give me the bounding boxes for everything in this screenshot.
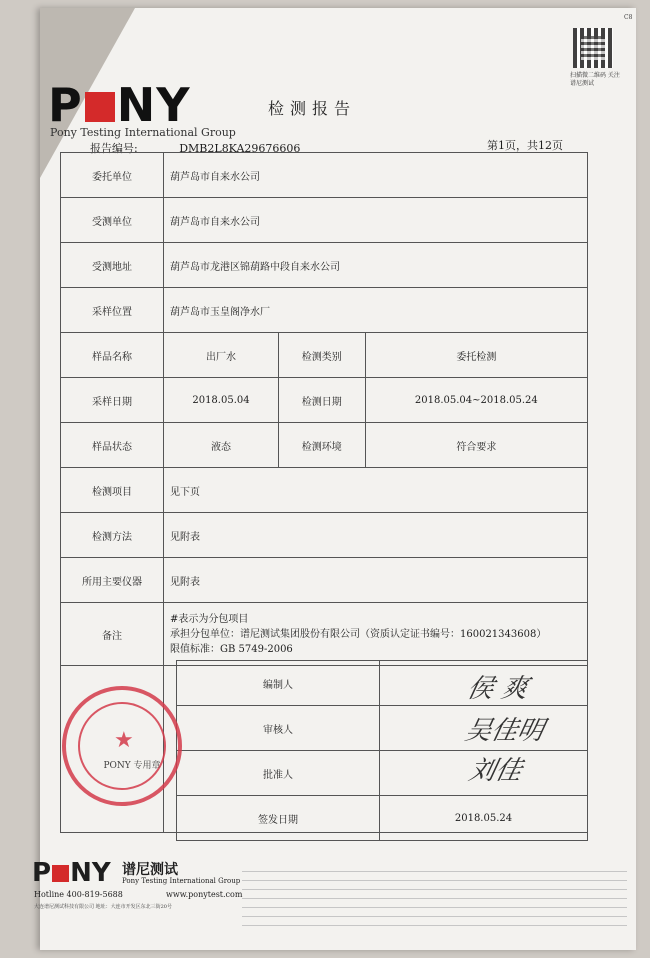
sample-state-label: 样品状态	[61, 423, 164, 468]
items-label: 检测项目	[61, 468, 164, 513]
sampling-date-value: 2018.05.04	[164, 378, 279, 423]
method-label: 检测方法	[61, 513, 164, 558]
remark-line: #表示为分包项目	[170, 613, 249, 625]
report-number-label: 报告编号:	[90, 142, 138, 155]
test-type-value: 委托检测	[365, 333, 587, 378]
environment-value: 符合要求	[365, 423, 587, 468]
footer-company-cn: 谱尼测试	[122, 862, 178, 878]
sample-name-value: 出厂水	[164, 333, 279, 378]
compiler-label: 编制人	[177, 661, 380, 706]
seal-text: PONY 专用章	[103, 761, 161, 771]
remarks-label: 备注	[61, 603, 164, 666]
pony-logo: P NY	[48, 78, 191, 132]
approver-label: 批准人	[177, 751, 380, 796]
document-title: 检测报告	[268, 99, 357, 118]
sample-state-value: 液态	[164, 423, 279, 468]
qr-caption: 扫描微二维码 关注谱尼测试	[570, 72, 620, 87]
instrument-label: 所用主要仪器	[61, 558, 164, 603]
approver-signature: 刘佳	[466, 756, 525, 786]
sampling-location-label: 采样位置	[61, 288, 164, 333]
reviewer-label: 审核人	[177, 706, 380, 751]
official-seal	[62, 686, 182, 806]
tested-value: 葫芦岛市自来水公司	[164, 198, 588, 243]
issue-date-value: 2018.05.24	[380, 796, 588, 841]
tested-label: 受测单位	[61, 198, 164, 243]
qr-code-icon	[573, 28, 613, 68]
client-label: 委托单位	[61, 153, 164, 198]
issue-date-label: 签发日期	[177, 796, 380, 841]
footer-address: 大连谱尼测试科技有限公司 地址：大连市开发区东北三街20号	[34, 904, 172, 910]
remarks-value	[164, 603, 588, 666]
client-value: 葫芦岛市自来水公司	[164, 153, 588, 198]
footer-contact-list	[242, 864, 627, 934]
page-info: 第1页，共12页	[487, 139, 563, 152]
compiler-signature: 侯 爽	[464, 674, 531, 704]
address-label: 受测地址	[61, 243, 164, 288]
sampling-date-label: 采样日期	[61, 378, 164, 423]
footer-website: www.ponytest.com	[166, 890, 243, 899]
items-value: 见下页	[164, 468, 588, 513]
footer-logo: P NY	[32, 858, 111, 888]
address-value: 葫芦岛市龙港区锦葫路中段自来水公司	[164, 243, 588, 288]
environment-label: 检测环境	[278, 423, 365, 468]
seal-star-icon: ★	[114, 728, 134, 753]
instrument-value: 见附表	[164, 558, 588, 603]
report-number-value: DMB2L8KA29676606	[179, 142, 301, 155]
test-date-value: 2018.05.04~2018.05.24	[365, 378, 587, 423]
logo-subtitle: Pony Testing International Group	[50, 126, 236, 139]
method-value: 见附表	[164, 513, 588, 558]
remark-line: 承担分包单位：谱尼测试集团股份有限公司（资质认定证书编号：160021343608）	[170, 628, 547, 640]
footer-hotline: Hotline 400-819-5688	[34, 890, 123, 899]
test-type-label: 检测类别	[278, 333, 365, 378]
sample-name-label: 样品名称	[61, 333, 164, 378]
remark-line: 限值标准：GB 5749-2006	[170, 643, 293, 655]
corner-mark: C8	[624, 14, 633, 21]
footer-company-en: Pony Testing International Group	[122, 877, 241, 885]
reviewer-signature: 吴佳明	[462, 716, 547, 746]
test-date-label: 检测日期	[278, 378, 365, 423]
sampling-location-value: 葫芦岛市玉皇阁净水厂	[164, 288, 588, 333]
